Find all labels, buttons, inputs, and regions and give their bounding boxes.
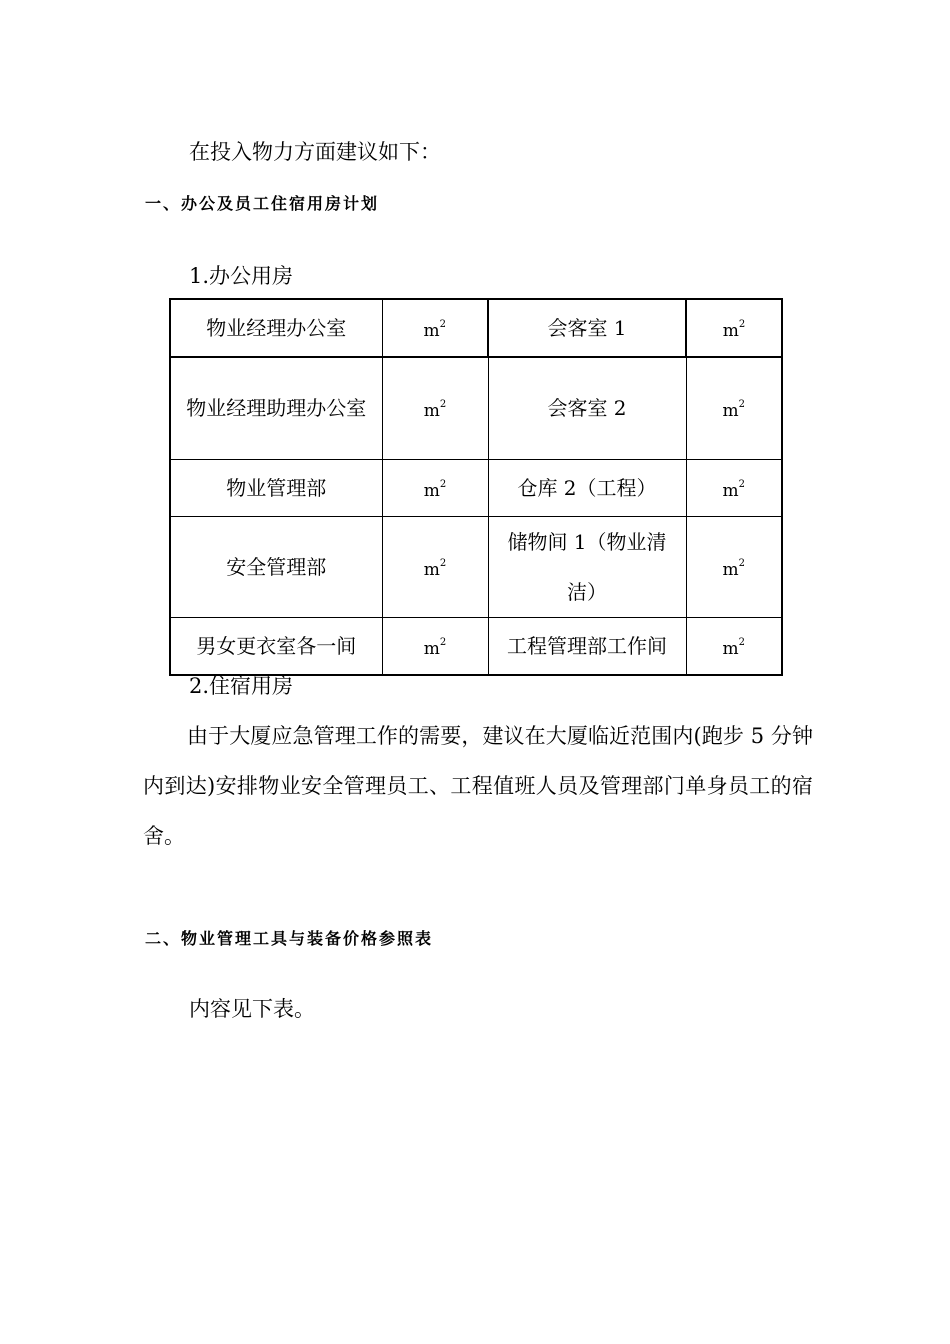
dorm-paragraph: 由于大厦应急管理工作的需要，建议在大厦临近范围内(跑步 5 分钟内到达)安排物业安全管理员工、工程值班人员及管理部门单身员工的宿舍。 xyxy=(143,724,813,848)
room-name-cell: 仓库 2（工程） xyxy=(488,459,686,516)
see-table-text: 内容见下表。 xyxy=(189,997,315,1021)
intro-text: 在投入物力方面建议如下： xyxy=(189,140,441,164)
room-name-cell: 工程管理部工作间 xyxy=(488,617,686,675)
room-name-cell: 会客室 2 xyxy=(488,357,686,459)
room-name-cell: 储物间 1（物业清洁） xyxy=(488,516,686,617)
room-name-cell: 会客室 1 xyxy=(488,299,686,357)
unit-cell: $m^2$ xyxy=(382,459,488,516)
table-row xyxy=(170,459,782,516)
subheading-office-rooms: 1.办公用房 xyxy=(189,264,294,288)
room-name-cell: 物业经理助理办公室 xyxy=(170,357,382,459)
table-row xyxy=(170,516,782,617)
table-row xyxy=(170,299,782,357)
unit-cell: $m^2$ xyxy=(686,516,782,617)
unit-cell: $m^2$ xyxy=(382,299,488,357)
section-heading-2: 二、物业管理工具与装备价格参照表 xyxy=(145,929,434,948)
room-name-cell: 男女更衣室各一间 xyxy=(170,617,382,675)
unit-cell: $m^2$ xyxy=(686,617,782,675)
unit-cell: $m^2$ xyxy=(686,459,782,516)
section-heading-1: 一、办公及员工住宿用房计划 xyxy=(145,194,380,213)
room-name-cell: 安全管理部 xyxy=(170,516,382,617)
unit-cell: $m^2$ xyxy=(686,357,782,459)
subheading-dorm-rooms: 2.住宿用房 xyxy=(189,674,294,698)
unit-cell: $m^2$ xyxy=(686,299,782,357)
room-name-cell: 物业经理办公室 xyxy=(170,299,382,357)
unit-cell: $m^2$ xyxy=(382,516,488,617)
unit-cell: $m^2$ xyxy=(382,617,488,675)
unit-cell: $m^2$ xyxy=(382,357,488,459)
room-name-cell: 物业管理部 xyxy=(170,459,382,516)
office-rooms-table xyxy=(169,298,783,676)
table-row xyxy=(170,357,782,459)
